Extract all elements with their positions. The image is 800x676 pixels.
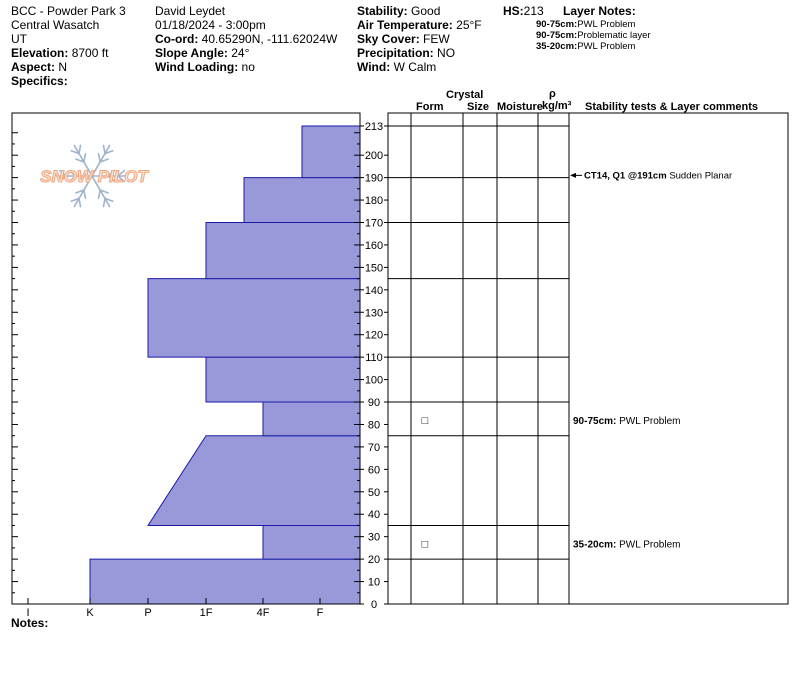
depth-tick-label: 160 — [364, 239, 384, 252]
layer-notes-title: Layer Notes: — [563, 4, 636, 18]
hardness-layer — [244, 178, 360, 223]
chart-frames — [12, 113, 788, 604]
hardness-layer — [263, 525, 360, 559]
snowflake-branch — [103, 145, 105, 154]
stability-test-name: CT14, Q1 @191cm — [584, 170, 670, 182]
snowflake-branch — [79, 198, 81, 207]
layer-comment — [573, 539, 680, 550]
precip-value: NO — [437, 46, 456, 60]
layer-note-text: Problematic layer — [577, 30, 651, 41]
logo-text: SNOW PILOT — [40, 167, 148, 186]
depth-tick-label: 190 — [364, 172, 384, 185]
depth-tick-label: 40 — [367, 509, 381, 522]
coord-label: Co-ord: — [155, 32, 199, 46]
coord-value: 40.65290N, -111.62024W — [201, 32, 338, 46]
depth-tick-label: 213 — [364, 121, 384, 133]
snowflake-branch — [84, 190, 86, 199]
stability-label: Stability: — [357, 4, 408, 18]
layer-note-range: 90-75cm: — [536, 30, 578, 41]
layer-table-frame — [388, 113, 788, 604]
form-header: Form — [416, 101, 444, 113]
location: BCC - Powder Park 3 — [11, 4, 126, 18]
aspect-label: Aspect: — [11, 60, 56, 74]
sky-value: FEW — [423, 32, 450, 46]
hardness-tick-label: K — [86, 607, 94, 619]
moisture-header: Moisture — [497, 101, 543, 113]
layer-note-text: PWL Problem — [577, 19, 636, 30]
hardness-tick-label: 1F — [199, 607, 213, 619]
hardness-layer — [206, 222, 360, 278]
hardness-layer — [90, 559, 360, 604]
layer-comment-text: PWL Problem — [619, 539, 681, 551]
depth-tick-label: 20 — [367, 554, 381, 567]
depth-tick-label: 200 — [364, 150, 384, 163]
depth-tick-label: 110 — [365, 352, 383, 365]
stability-test-arrowhead — [570, 173, 576, 178]
depth-tick-label: 170 — [364, 217, 384, 230]
layer-note-range: 35-20cm: — [536, 41, 578, 52]
hardness-profile — [90, 126, 360, 604]
crystal-form-symbol: □ — [421, 414, 429, 427]
layer-boundaries — [388, 126, 569, 559]
wind-loading-label: Wind Loading: — [155, 60, 239, 74]
density-symbol: ρ — [549, 88, 556, 100]
datetime: 01/18/2024 - 3:00pm — [155, 18, 266, 32]
layer-comment-text: PWL Problem — [619, 415, 681, 427]
snowflake-branch — [99, 153, 101, 162]
comments-header: Stability tests & Layer comments — [585, 101, 759, 113]
snowflake-branch — [99, 190, 101, 199]
layer-comment — [573, 416, 680, 427]
wind-loading-value: no — [241, 60, 255, 74]
snowflake-branch — [103, 198, 105, 207]
stability-test-result: Sudden Planar — [669, 170, 733, 182]
crystal-header: Crystal — [446, 89, 484, 101]
depth-tick-label: 50 — [367, 486, 381, 499]
air-temp-label: Air Temperature: — [357, 18, 453, 32]
depth-tick-label: 90 — [367, 397, 381, 410]
hardness-layer — [148, 279, 360, 358]
crystal-form-symbol: □ — [421, 538, 429, 551]
elevation-label: Elevation: — [11, 46, 69, 60]
hardness-tick-label: P — [144, 607, 152, 619]
depth-tick-label: 70 — [367, 441, 381, 454]
sky-label: Sky Cover: — [357, 32, 420, 46]
snowflake-branch — [79, 145, 81, 154]
depth-tick-label: 130 — [364, 307, 384, 320]
observer: David Leydet — [155, 4, 226, 18]
range: Central Wasatch — [11, 18, 100, 32]
layer-note-text: PWL Problem — [577, 41, 636, 52]
aspect-value: N — [58, 60, 68, 74]
snowflake-branch — [84, 153, 86, 162]
stability-test-label — [584, 170, 732, 181]
layer-comment-range: 35-20cm: — [573, 539, 620, 551]
density-unit: kg/m³ — [542, 100, 572, 112]
depth-tick-label: 0 — [370, 599, 378, 611]
hardness-tick-label: F — [316, 607, 324, 619]
hardness-tick-label: 4F — [256, 607, 270, 619]
slope-value: 24° — [231, 46, 250, 60]
hs-value: 213 — [523, 4, 544, 18]
hs-label: HS: — [503, 4, 524, 18]
wind-value: W Calm — [393, 60, 437, 74]
wind-label: Wind: — [357, 60, 391, 74]
elevation-value: 8700 ft — [71, 46, 109, 60]
specifics-label: Specifics: — [11, 74, 68, 88]
depth-tick-label: 180 — [364, 195, 384, 208]
hardness-layer — [206, 357, 360, 402]
depth-tick-label: 60 — [367, 464, 381, 477]
depth-tick-label: 150 — [364, 262, 384, 275]
hardness-layer — [263, 402, 360, 436]
depth-tick-label: 80 — [367, 419, 381, 432]
slope-label: Slope Angle: — [155, 46, 228, 60]
precip-label: Precipitation: — [357, 46, 434, 60]
snowpilot-logo — [40, 145, 149, 208]
depth-tick-label: 30 — [367, 531, 381, 544]
hardness-layer — [148, 436, 360, 526]
layer-comments — [570, 170, 732, 550]
depth-tick-label: 120 — [364, 329, 384, 342]
notes-label: Notes: — [11, 616, 49, 630]
state: UT — [11, 32, 27, 46]
depth-tick-label: 100 — [364, 374, 384, 387]
hardness-tick-label: I — [26, 607, 30, 619]
air-temp-value: 25°F — [456, 18, 482, 32]
layer-comment-range: 90-75cm: — [573, 415, 620, 427]
stability-value: Good — [411, 4, 441, 18]
depth-tick-label: 10 — [367, 576, 381, 589]
depth-tick-label: 140 — [364, 284, 384, 297]
size-header: Size — [467, 101, 490, 113]
layer-note-range: 90-75cm: — [536, 19, 578, 30]
hardness-layer — [302, 126, 360, 178]
